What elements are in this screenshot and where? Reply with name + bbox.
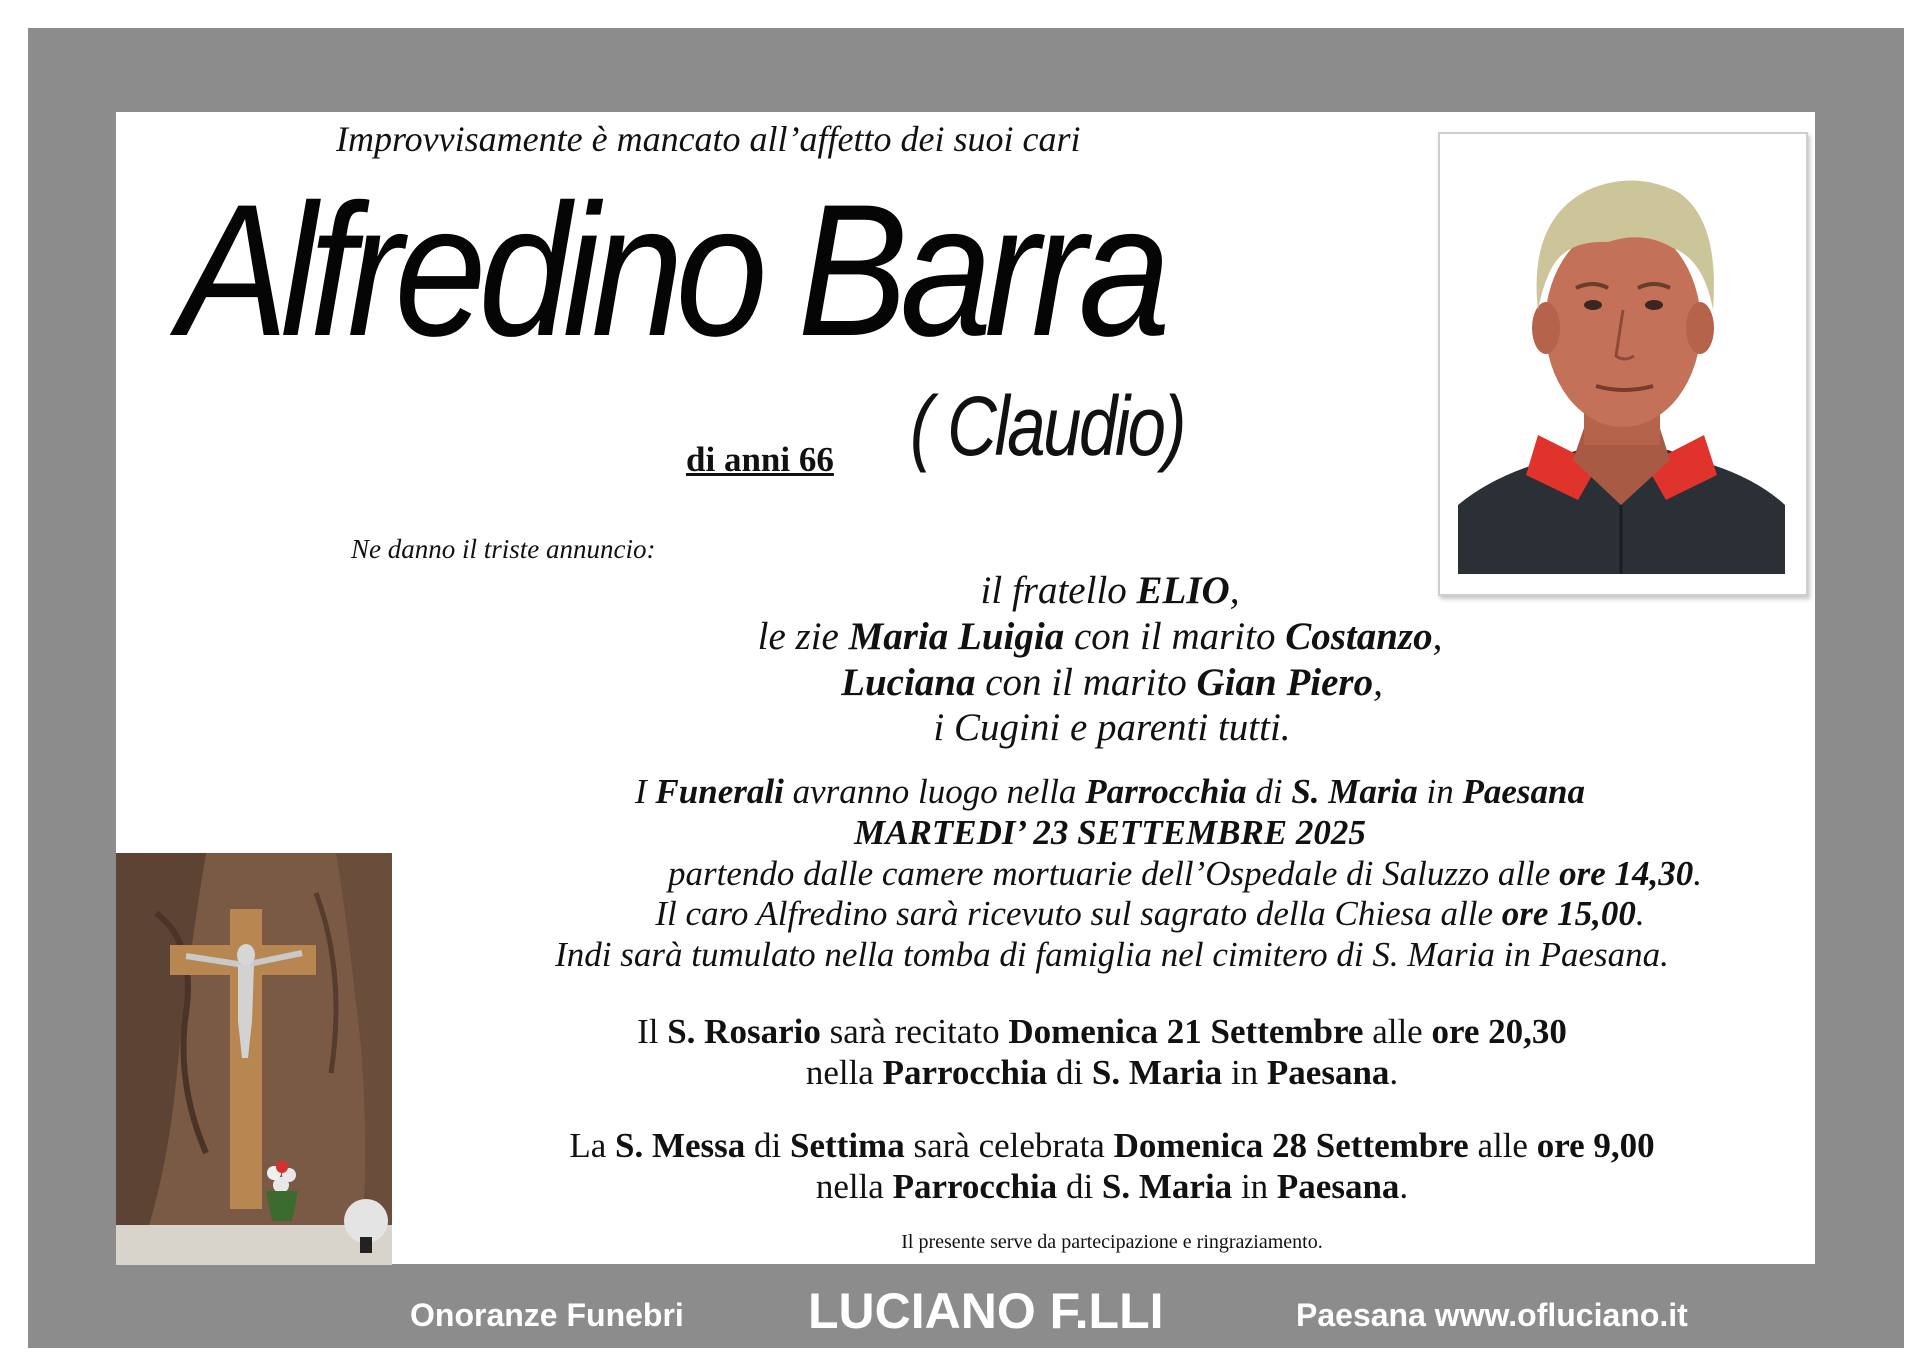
text-segment: .: [1693, 854, 1702, 893]
bold-text: Settima: [790, 1126, 905, 1165]
text-segment: ,: [1229, 569, 1240, 612]
mass-line-2: [412, 1167, 1812, 1207]
funeral-line-4: [450, 894, 1850, 934]
bold-text: ore 9,00: [1536, 1126, 1655, 1165]
text-segment: con il marito: [1064, 615, 1286, 658]
text-segment: alle: [1468, 1126, 1537, 1165]
bold-text: Maria Luigia: [848, 615, 1065, 658]
text-segment: .: [1399, 1167, 1409, 1206]
deceased-name: Alfredino Barra: [178, 165, 1163, 375]
text-segment: avranno luogo nella: [783, 772, 1086, 811]
family-line-4: [412, 705, 1812, 750]
bold-text: S. Maria: [1091, 1053, 1223, 1092]
text-segment: con il marito: [975, 661, 1197, 704]
family-line-2: [400, 614, 1800, 659]
text-segment: di: [745, 1126, 791, 1165]
funeral-line-5: [412, 935, 1812, 975]
mass-line-1: [412, 1126, 1812, 1166]
bold-text: Costanzo: [1285, 615, 1433, 658]
announcement-intro: Ne danno il triste annuncio:: [351, 534, 656, 564]
bold-text: ore 14,30: [1559, 854, 1694, 893]
text-segment: in: [1232, 1167, 1277, 1206]
bold-text: MARTEDI’ 23 SETTEMBRE 2025: [854, 813, 1366, 852]
bold-text: Parrocchia: [892, 1167, 1058, 1206]
bold-text: S. Maria: [1101, 1167, 1233, 1206]
bold-text: Parrocchia: [1085, 772, 1247, 811]
bold-text: ore 15,00: [1501, 894, 1636, 933]
text-segment: i Cugini e parenti tutti.: [933, 706, 1291, 749]
text-segment: .: [1635, 894, 1645, 933]
bold-text: Funerali: [655, 772, 784, 811]
text-segment: il fratello: [980, 569, 1137, 612]
funeral-line-1: [410, 772, 1810, 812]
funeral-line-3: [485, 854, 1885, 894]
text-segment: Il: [637, 1012, 668, 1051]
text-segment: di: [1246, 772, 1292, 811]
bold-text: S. Rosario: [667, 1012, 821, 1051]
text-segment: le zie: [757, 615, 849, 658]
bold-text: Domenica 28 Settembre: [1113, 1126, 1469, 1165]
text-segment: nella: [815, 1167, 893, 1206]
bold-text: ore 20,30: [1431, 1012, 1567, 1051]
text-segment: ,: [1373, 661, 1383, 704]
text-segment: .: [1389, 1053, 1399, 1092]
footer-company: LUCIANO F.LLI: [808, 1283, 1164, 1339]
crucifix-photo: [116, 853, 392, 1265]
bold-text: Paesana: [1266, 1053, 1390, 1092]
bold-text: S. Messa: [615, 1126, 746, 1165]
text-segment: partendo dalle camere mortuarie dell’Ospedale di Saluzzo alle: [668, 854, 1560, 893]
text-segment: La: [569, 1126, 615, 1165]
bold-text: Parrocchia: [882, 1053, 1048, 1092]
portrait-photo: [1458, 160, 1785, 574]
bold-text: Paesana: [1276, 1167, 1400, 1206]
text-segment: ,: [1432, 615, 1443, 658]
footer-location-site: Paesana www.ofluciano.it: [1296, 1297, 1688, 1333]
family-line-3: [412, 660, 1812, 705]
bold-text: ELIO: [1136, 569, 1230, 612]
text-segment: sarà recitato: [820, 1012, 1009, 1051]
age-label: di anni 66: [686, 440, 834, 479]
acknowledgement-note: Il presente serve da partecipazione e ringraziamento.: [901, 1231, 1323, 1253]
text-segment: sarà celebrata: [904, 1126, 1114, 1165]
text-segment: di: [1047, 1053, 1092, 1092]
bold-text: Domenica 21 Settembre: [1008, 1012, 1364, 1051]
nickname: ( Claudio): [910, 379, 1184, 473]
footer-service-label: Onoranze Funebri: [410, 1297, 684, 1333]
rosary-line-1: [402, 1012, 1802, 1052]
rosary-line-2: [402, 1053, 1802, 1093]
text-segment: nella: [805, 1053, 883, 1092]
intro-line: Improvvisamente è mancato all’affetto dei suoi cari: [336, 119, 1081, 159]
text-segment: alle: [1363, 1012, 1432, 1051]
funeral-date: [410, 813, 1810, 853]
bold-text: Paesana: [1462, 772, 1585, 811]
bold-text: Luciana: [841, 661, 976, 704]
text-segment: in: [1417, 772, 1463, 811]
text-segment: I: [635, 772, 656, 811]
text-segment: di: [1057, 1167, 1102, 1206]
text-segment: in: [1222, 1053, 1267, 1092]
text-segment: Indi sarà tumulato nella tomba di famiglia nel cimitero di S. Maria in Paesana.: [555, 935, 1669, 974]
bold-text: Gian Piero: [1196, 661, 1374, 704]
bold-text: S. Maria: [1291, 772, 1418, 811]
text-segment: Il caro Alfredino sarà ricevuto sul sagrato della Chiesa alle: [655, 894, 1502, 933]
